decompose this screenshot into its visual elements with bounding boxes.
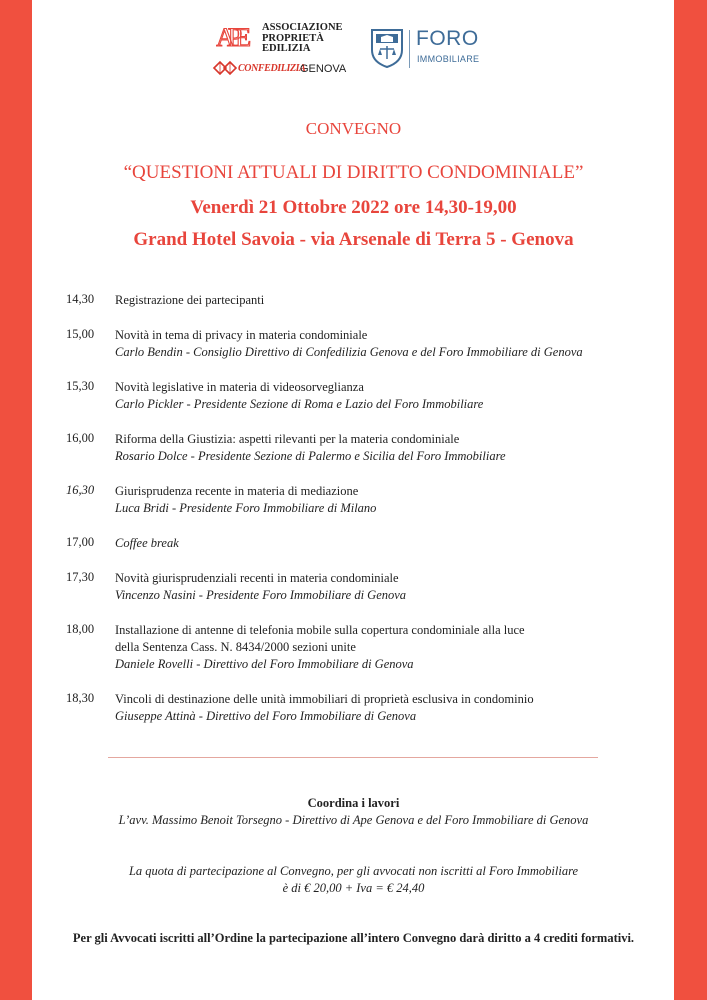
program-time: 16,00 xyxy=(66,431,95,445)
program-item xyxy=(66,327,646,361)
program-title-line-2: della Sentenza Cass. N. 8434/2000 sezioni unite xyxy=(115,640,356,654)
confedilizia-icon xyxy=(212,60,238,76)
right-red-band xyxy=(674,0,707,1000)
coordinator xyxy=(0,795,707,829)
confedilizia-city: GENOVA xyxy=(300,63,347,75)
program xyxy=(66,292,646,743)
program-time: 16,30 xyxy=(66,483,95,497)
program-speaker: Daniele Rovelli - Direttivo del Foro Immobiliare di Genova xyxy=(115,657,414,671)
program-title: Vincoli di destinazione delle unità immobiliari di proprietà esclusiva in condominio xyxy=(115,692,534,706)
program-item xyxy=(66,570,646,604)
ape-logo-icon xyxy=(216,22,262,52)
program-item xyxy=(66,483,646,517)
svg-text:APE: APE xyxy=(216,23,245,52)
program-title: Novità in tema di privacy in materia condominiale xyxy=(115,328,368,342)
foro-logo xyxy=(370,28,500,72)
program-title: Riforma della Giustizia: aspetti rilevanti per la materia condominiale xyxy=(115,432,460,446)
program-time: 17,30 xyxy=(66,570,95,584)
program-time: 15,30 xyxy=(66,379,95,393)
program-speaker: Rosario Dolce - Presidente Sezione di Palermo e Sicilia del Foro Immobiliare xyxy=(115,449,506,463)
program-item xyxy=(66,691,646,725)
program-item xyxy=(66,292,646,309)
program-title: Novità legislative in materia di videosorveglianza xyxy=(115,380,364,394)
program-title: Installazione di antenne di telefonia mobile sulla copertura condominiale alla luce xyxy=(115,623,525,637)
ape-line-1: ASSOCIAZIONE xyxy=(262,22,343,33)
program-speaker: Vincenzo Nasini - Presidente Foro Immobiliare di Genova xyxy=(115,588,407,602)
program-speaker: Luca Bridi - Presidente Foro Immobiliare di Milano xyxy=(115,501,377,515)
fee-note xyxy=(0,863,707,897)
program-time: 14,30 xyxy=(66,292,95,306)
ape-line-3: EDILIZIA xyxy=(262,43,311,54)
program-title: Registrazione dei partecipanti xyxy=(115,293,265,307)
program-item xyxy=(66,379,646,413)
left-red-band xyxy=(0,0,32,1000)
event-venue: Grand Hotel Savoia - via Arsenale di Terra 5 - Genova xyxy=(133,229,574,250)
fee-line-1: La quota di partecipazione al Convegno, per gli avvocati non iscritti al Foro Immobiliare xyxy=(128,864,579,878)
confedilizia-name: CONFEDILIZIA xyxy=(238,63,306,74)
program-speaker: Giuseppe Attinà - Direttivo del Foro Immobiliare di Genova xyxy=(115,709,417,723)
foro-subtitle: IMMOBILIARE xyxy=(417,54,480,64)
logos xyxy=(210,20,510,85)
fee-line-2: è di € 20,00 + Iva = € 24,40 xyxy=(282,881,425,895)
ape-logo xyxy=(210,20,350,85)
program-time: 17,00 xyxy=(66,535,95,549)
foro-shield-icon xyxy=(370,28,404,68)
program-item xyxy=(66,431,646,465)
program-item xyxy=(66,622,646,673)
program-speaker: Carlo Pickler - Presidente Sezione di Roma e Lazio del Foro Immobiliare xyxy=(115,397,484,411)
coordinator-name: L’avv. Massimo Benoit Torsegno - Direttivo di Ape Genova e del Foro Immobiliare di Genova xyxy=(118,813,589,827)
program-title: Giurisprudenza recente in materia di mediazione xyxy=(115,484,359,498)
ape-name xyxy=(262,23,343,55)
foro-title: FORO xyxy=(416,27,479,50)
event-date: Venerdì 21 Ottobre 2022 ore 14,30-19,00 xyxy=(190,197,517,218)
program-time: 18,00 xyxy=(66,622,95,636)
divider xyxy=(108,757,598,758)
program-time: 15,00 xyxy=(66,327,95,341)
program-title: Novità giurisprudenziali recenti in materia condominiale xyxy=(115,571,399,585)
program-item xyxy=(66,535,646,552)
coordinator-label: Coordina i lavori xyxy=(307,796,400,810)
event-title: “QUESTIONI ATTUALI DI DIRITTO CONDOMINIALE” xyxy=(123,162,584,183)
program-title: Coffee break xyxy=(115,536,179,550)
foro-divider xyxy=(409,30,410,68)
ape-line-2: PROPRIETÀ xyxy=(262,32,324,44)
credits-note: Per gli Avvocati iscritti all’Ordine la partecipazione all’intero Convegno darà diritto a 4 crediti formativi. xyxy=(72,931,635,945)
event-kicker: CONVEGNO xyxy=(305,119,402,138)
program-time: 18,30 xyxy=(66,691,95,705)
program-speaker: Carlo Bendin - Consiglio Direttivo di Confedilizia Genova e del Foro Immobiliare di Genova xyxy=(115,345,583,359)
